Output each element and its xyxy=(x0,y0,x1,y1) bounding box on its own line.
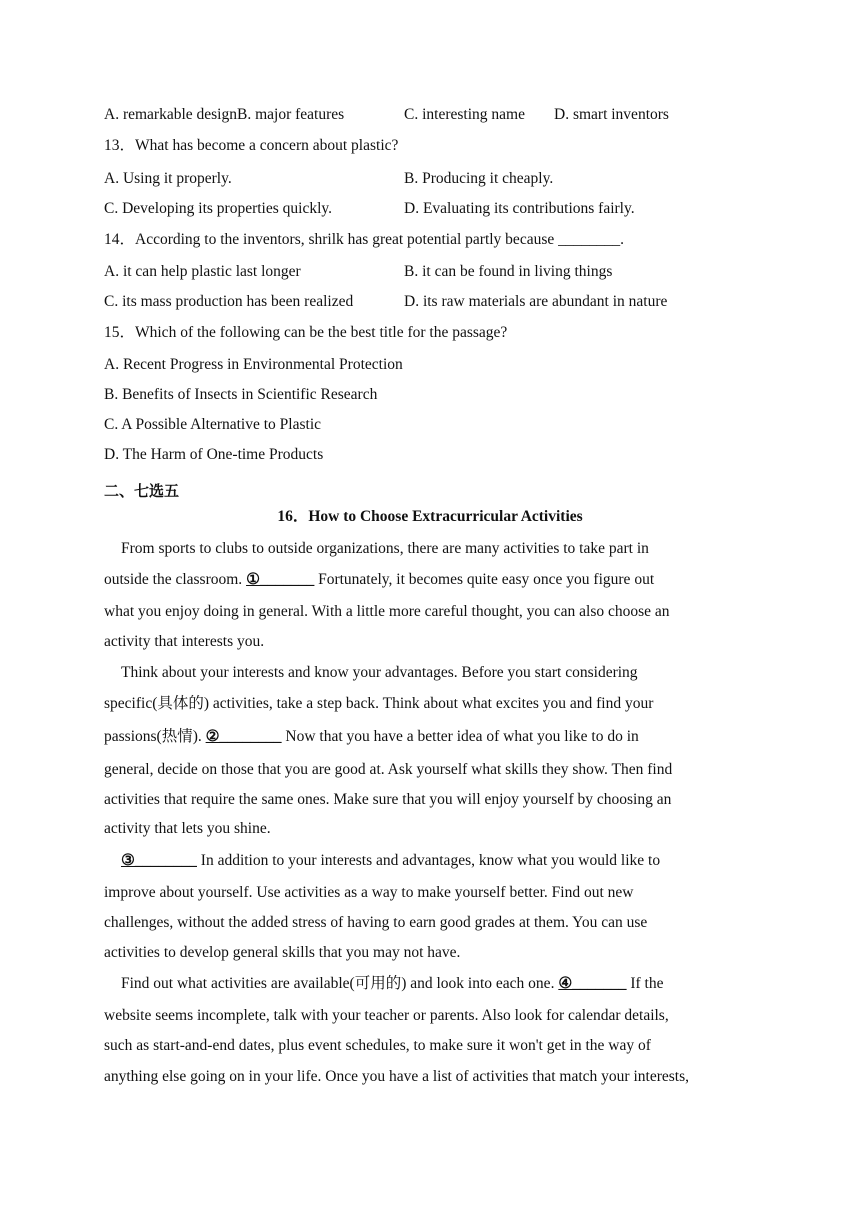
p1-line-2 xyxy=(104,570,654,590)
p4-line-1 xyxy=(121,974,664,994)
p2-line-5: activities that require the same ones. Make sure that you will enjoy yourself by choosing an xyxy=(104,791,672,808)
q12-options-row xyxy=(104,105,669,125)
p2-line-3 xyxy=(104,727,639,747)
section-heading: 二、七选五 xyxy=(104,482,180,500)
q15-option-b: B. Benefits of Insects in Scientific Research xyxy=(104,386,378,403)
p2-line-6: activity that lets you shine. xyxy=(104,820,271,837)
q13-stem: 13．What has become a concern about plastic? xyxy=(104,137,399,154)
q12-option-a: A. remarkable design xyxy=(104,106,237,123)
q12-option-b: B. major features xyxy=(237,106,345,123)
q13-option-a: A. Using it properly. xyxy=(104,170,232,187)
p2-line-3-text-a: passions(热情). xyxy=(104,728,206,745)
p4-line-2: website seems incomplete, talk with your teacher or parents. Also look for calendar details, xyxy=(104,1007,669,1024)
p3-line-2: improve about yourself. Use activities as a way to make yourself better. Find out new xyxy=(104,884,634,901)
p1-line-4: activity that interests you. xyxy=(104,633,265,650)
q14-stem: 14．According to the inventors, shrilk has great potential partly because ________. xyxy=(104,231,624,248)
p2-line-2: specific(具体的) activities, take a step back. Think about what excites you and find your xyxy=(104,695,654,712)
q13-option-d: D. Evaluating its contributions fairly. xyxy=(404,200,635,217)
blank-3: ③________ xyxy=(121,852,197,869)
p2-line-4: general, decide on those that you are good at. Ask yourself what skills they show. Then find xyxy=(104,761,673,778)
q14-option-a: A. it can help plastic last longer xyxy=(104,263,301,280)
q14-option-c: C. its mass production has been realized xyxy=(104,293,354,310)
p2-line-1: Think about your interests and know your advantages. Before you start considering xyxy=(121,664,638,681)
p1-line-1: From sports to clubs to outside organizations, there are many activities to take part in xyxy=(121,540,649,557)
p3-line-4: activities to develop general skills that you may not have. xyxy=(104,944,461,961)
p1-line-3: what you enjoy doing in general. With a little more careful thought, you can also choose an xyxy=(104,603,670,620)
p4-line-4: anything else going on in your life. Once you have a list of activities that match your interests, xyxy=(104,1068,689,1085)
passage-title: 16．How to Choose Extracurricular Activities xyxy=(277,508,583,525)
blank-2: ②________ xyxy=(205,728,282,745)
p3-line-3: challenges, without the added stress of having to earn good grades at them. You can use xyxy=(104,914,648,931)
blank-1: ①_______ xyxy=(246,571,315,588)
q14-option-b: B. it can be found in living things xyxy=(404,263,613,280)
q13-option-b: B. Producing it cheaply. xyxy=(404,170,554,187)
q14-option-d: D. its raw materials are abundant in nature xyxy=(404,293,668,310)
p2-line-3-text-b: Now that you have a better idea of what you like to do in xyxy=(281,728,639,745)
p4-line-1-text-b: If the xyxy=(626,975,664,992)
blank-4: ④_______ xyxy=(558,975,627,992)
p1-line-2-text-b: Fortunately, it becomes quite easy once you figure out xyxy=(314,571,655,588)
q15-option-a: A. Recent Progress in Environmental Protection xyxy=(104,356,403,373)
p3-line-1 xyxy=(121,851,660,871)
q12-option-c: C. interesting name xyxy=(404,106,525,123)
p4-line-1-text-a: Find out what activities are available(可用的) and look into each one. xyxy=(121,975,559,992)
q15-stem: 15．Which of the following can be the best title for the passage? xyxy=(104,324,508,341)
q15-option-c: C. A Possible Alternative to Plastic xyxy=(104,416,321,433)
p3-line-1-text: In addition to your interests and advantages, know what you would like to xyxy=(196,852,661,869)
q15-option-d: D. The Harm of One-time Products xyxy=(104,446,324,463)
p1-line-2-text-a: outside the classroom. xyxy=(104,571,247,588)
p4-line-3: such as start-and-end dates, plus event schedules, to make sure it won't get in the way of xyxy=(104,1037,651,1054)
q13-option-c: C. Developing its properties quickly. xyxy=(104,200,333,217)
q12-option-d: D. smart inventors xyxy=(554,106,669,123)
